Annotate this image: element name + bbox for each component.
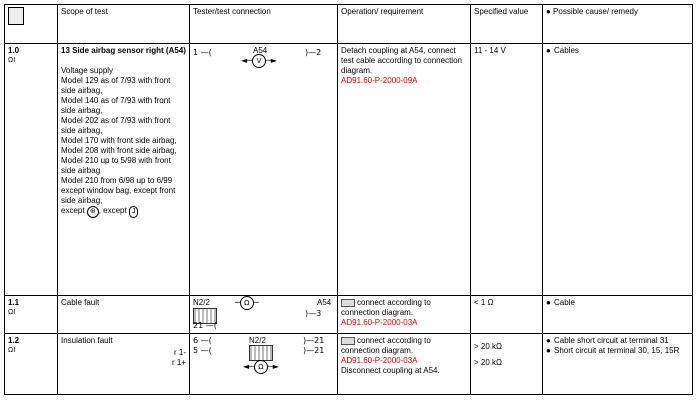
step-number-cell	[5, 44, 58, 296]
pin-left: 21 —(	[193, 321, 217, 330]
step-number-cell	[5, 334, 58, 395]
header-icon-cell	[5, 5, 58, 44]
step-number: 1.2	[8, 336, 20, 345]
header-specified: Specified value	[471, 5, 543, 44]
operation-reference-link[interactable]: AD91.60-P-2000-03A	[341, 356, 418, 365]
connector-label: N2/2	[249, 336, 266, 345]
tester-diagram	[193, 298, 334, 331]
ohmmeter-icon: ◄─ Ω ─►	[243, 360, 279, 374]
tester-diagram	[193, 46, 334, 293]
specified-value: > 20 kΩ	[474, 358, 502, 367]
tester-diagram	[193, 336, 334, 392]
scope-line: Model 208 with front side airbag,	[61, 146, 177, 155]
operation-cell	[338, 334, 471, 395]
keyboard-icon	[341, 337, 355, 345]
header-scope: Scope of test	[58, 5, 190, 44]
connector-label: N2/2	[193, 298, 210, 307]
pin-right: )—2	[305, 48, 322, 57]
scope-except: except ⊛ , except J	[61, 206, 186, 218]
specified-cell: < 1 Ω	[471, 296, 543, 334]
scope-side: r 1-	[174, 348, 186, 357]
specified-value: > 20 kΩ	[474, 342, 502, 351]
scope-line: Model 170 with front side airbag,	[61, 136, 177, 145]
scope-cell: Cable fault	[58, 296, 190, 334]
remedy-text: Cable short circuit at terminal 31	[554, 336, 669, 345]
header-operation: Operation/ requirement	[338, 5, 471, 44]
scope-cell	[58, 334, 190, 395]
table-row	[5, 296, 693, 334]
operation-reference-link[interactable]: AD91.60-P-2000-09A	[341, 76, 418, 85]
operation-text: Detach coupling at A54, connect test cable according to connection diagram.	[341, 46, 462, 75]
step-sub: ΩΙ	[8, 309, 16, 316]
pin-right: )—21	[303, 346, 325, 355]
operation-cell	[338, 296, 471, 334]
scope-cell	[58, 44, 190, 296]
step-sub: ΩΙ	[8, 347, 16, 354]
scope-line: Voltage supply	[61, 66, 114, 75]
remedy-text: Short circuit at terminal 30, 15, 15R	[554, 346, 680, 355]
step-sub: ΩΙ	[8, 57, 16, 64]
scope-line: Model 140 as of 7/93 with front side airbag,	[61, 96, 171, 115]
remedy-cell: ● Cable short circuit at terminal 31 ● Short circuit at terminal 30, 15, 15R	[543, 334, 693, 395]
tester-cell	[190, 44, 338, 296]
specified-cell	[471, 334, 543, 395]
table-row	[5, 334, 693, 395]
keyboard-icon	[341, 299, 355, 307]
document-icon	[8, 7, 24, 25]
pin-right: )—3	[305, 309, 322, 318]
remedy-text: Cables	[554, 46, 579, 55]
scope-side: r 1+	[171, 358, 186, 367]
remedy-cell: ● Cables	[543, 44, 693, 296]
remedy-text: Cable	[554, 298, 575, 307]
table-row	[5, 44, 693, 296]
step-number: 1.1	[8, 298, 20, 307]
test-table	[4, 4, 693, 395]
step-number: 1.0	[8, 46, 20, 55]
tester-cell	[190, 296, 338, 334]
voltmeter-icon: ◄─ V ─►	[241, 54, 277, 68]
equipment-symbol-icon: J	[129, 206, 139, 218]
operation-text: connect according to connection diagram.	[341, 336, 431, 355]
operation-reference-link[interactable]: AD91.60-P-2000-03A	[341, 318, 418, 327]
connector-label: A54	[317, 298, 332, 307]
header-row	[5, 5, 693, 44]
pin-left: 5 —(	[193, 346, 212, 355]
equipment-symbol-icon: ⊛	[87, 206, 99, 218]
header-tester: Tester/test connection	[190, 5, 338, 44]
scope-title: Insulation fault	[61, 336, 113, 345]
pin-left: 6 —(	[193, 336, 212, 345]
ohmmeter-icon: ─ Ω ─	[235, 296, 259, 310]
remedy-cell: ● Cable	[543, 296, 693, 334]
operation-extra: Disconnect coupling at A54.	[341, 366, 440, 375]
pin-left: 1 —(	[193, 48, 212, 57]
scope-line: Model 210 up to 5/98 with front side airbag	[61, 156, 171, 175]
operation-cell	[338, 44, 471, 296]
scope-title: 13 Side airbag sensor right (A54)	[61, 46, 186, 55]
connector-label: A54	[253, 46, 268, 55]
tester-cell	[190, 334, 338, 395]
scope-line: Model 129 as of 7/93 with front side airbag,	[61, 76, 171, 95]
step-number-cell	[5, 296, 58, 334]
specified-cell: 11 - 14 V	[471, 44, 543, 296]
scope-line: Model 210 from 6/98 up to 6/99 except window bag, except front side airbag,	[61, 176, 176, 205]
header-remedy: ● Possible cause/ remedy	[543, 5, 693, 44]
pin-right: )—21	[303, 336, 325, 345]
operation-text: connect according to connection diagram.	[341, 298, 431, 317]
scope-line: Model 202 as of 7/93 with front side airbag,	[61, 116, 171, 135]
